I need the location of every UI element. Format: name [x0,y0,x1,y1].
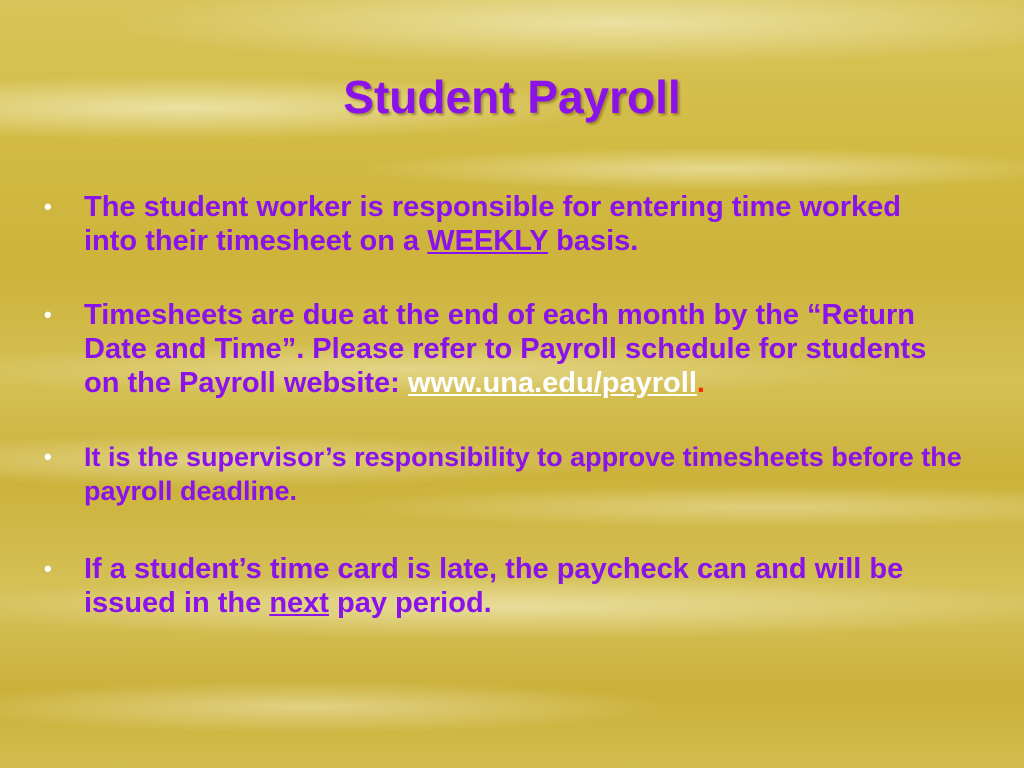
bullet-text: It is the supervisor’s responsibility to approve timesheets before the payroll deadline. [84,442,962,506]
bullet-text: Timesheets are due at the end of each month by the “Return Date and Time”. Please refer to Payroll schedule for students on the Payroll website: [84,299,927,399]
bullet-text-end: . [696,367,705,399]
emphasis-next: next [269,587,329,619]
bullet-item-supervisor [42,440,962,508]
bullet-text-end: basis. [548,225,639,257]
bullet-item-due-date [42,298,962,400]
bullet-list [42,190,962,620]
bullet-text-end: pay period. [328,587,492,619]
bullet-icon: • [44,194,52,219]
bullet-icon: • [44,444,52,469]
bullet-text: The student worker is responsible for entering time worked into their timesheet on a [84,191,901,257]
payroll-website-link[interactable]: www.una.edu/payroll [407,367,697,399]
slide-title: Student Payroll [343,71,681,123]
emphasis-weekly: WEEKLY [427,225,549,257]
bullet-item-weekly [42,190,962,258]
bullet-icon: • [44,556,52,581]
bullet-item-late-timecard [42,552,962,620]
bullet-text: If a student’s time card is late, the paycheck can and will be issued in the [84,553,904,619]
bullet-icon: • [44,302,52,327]
